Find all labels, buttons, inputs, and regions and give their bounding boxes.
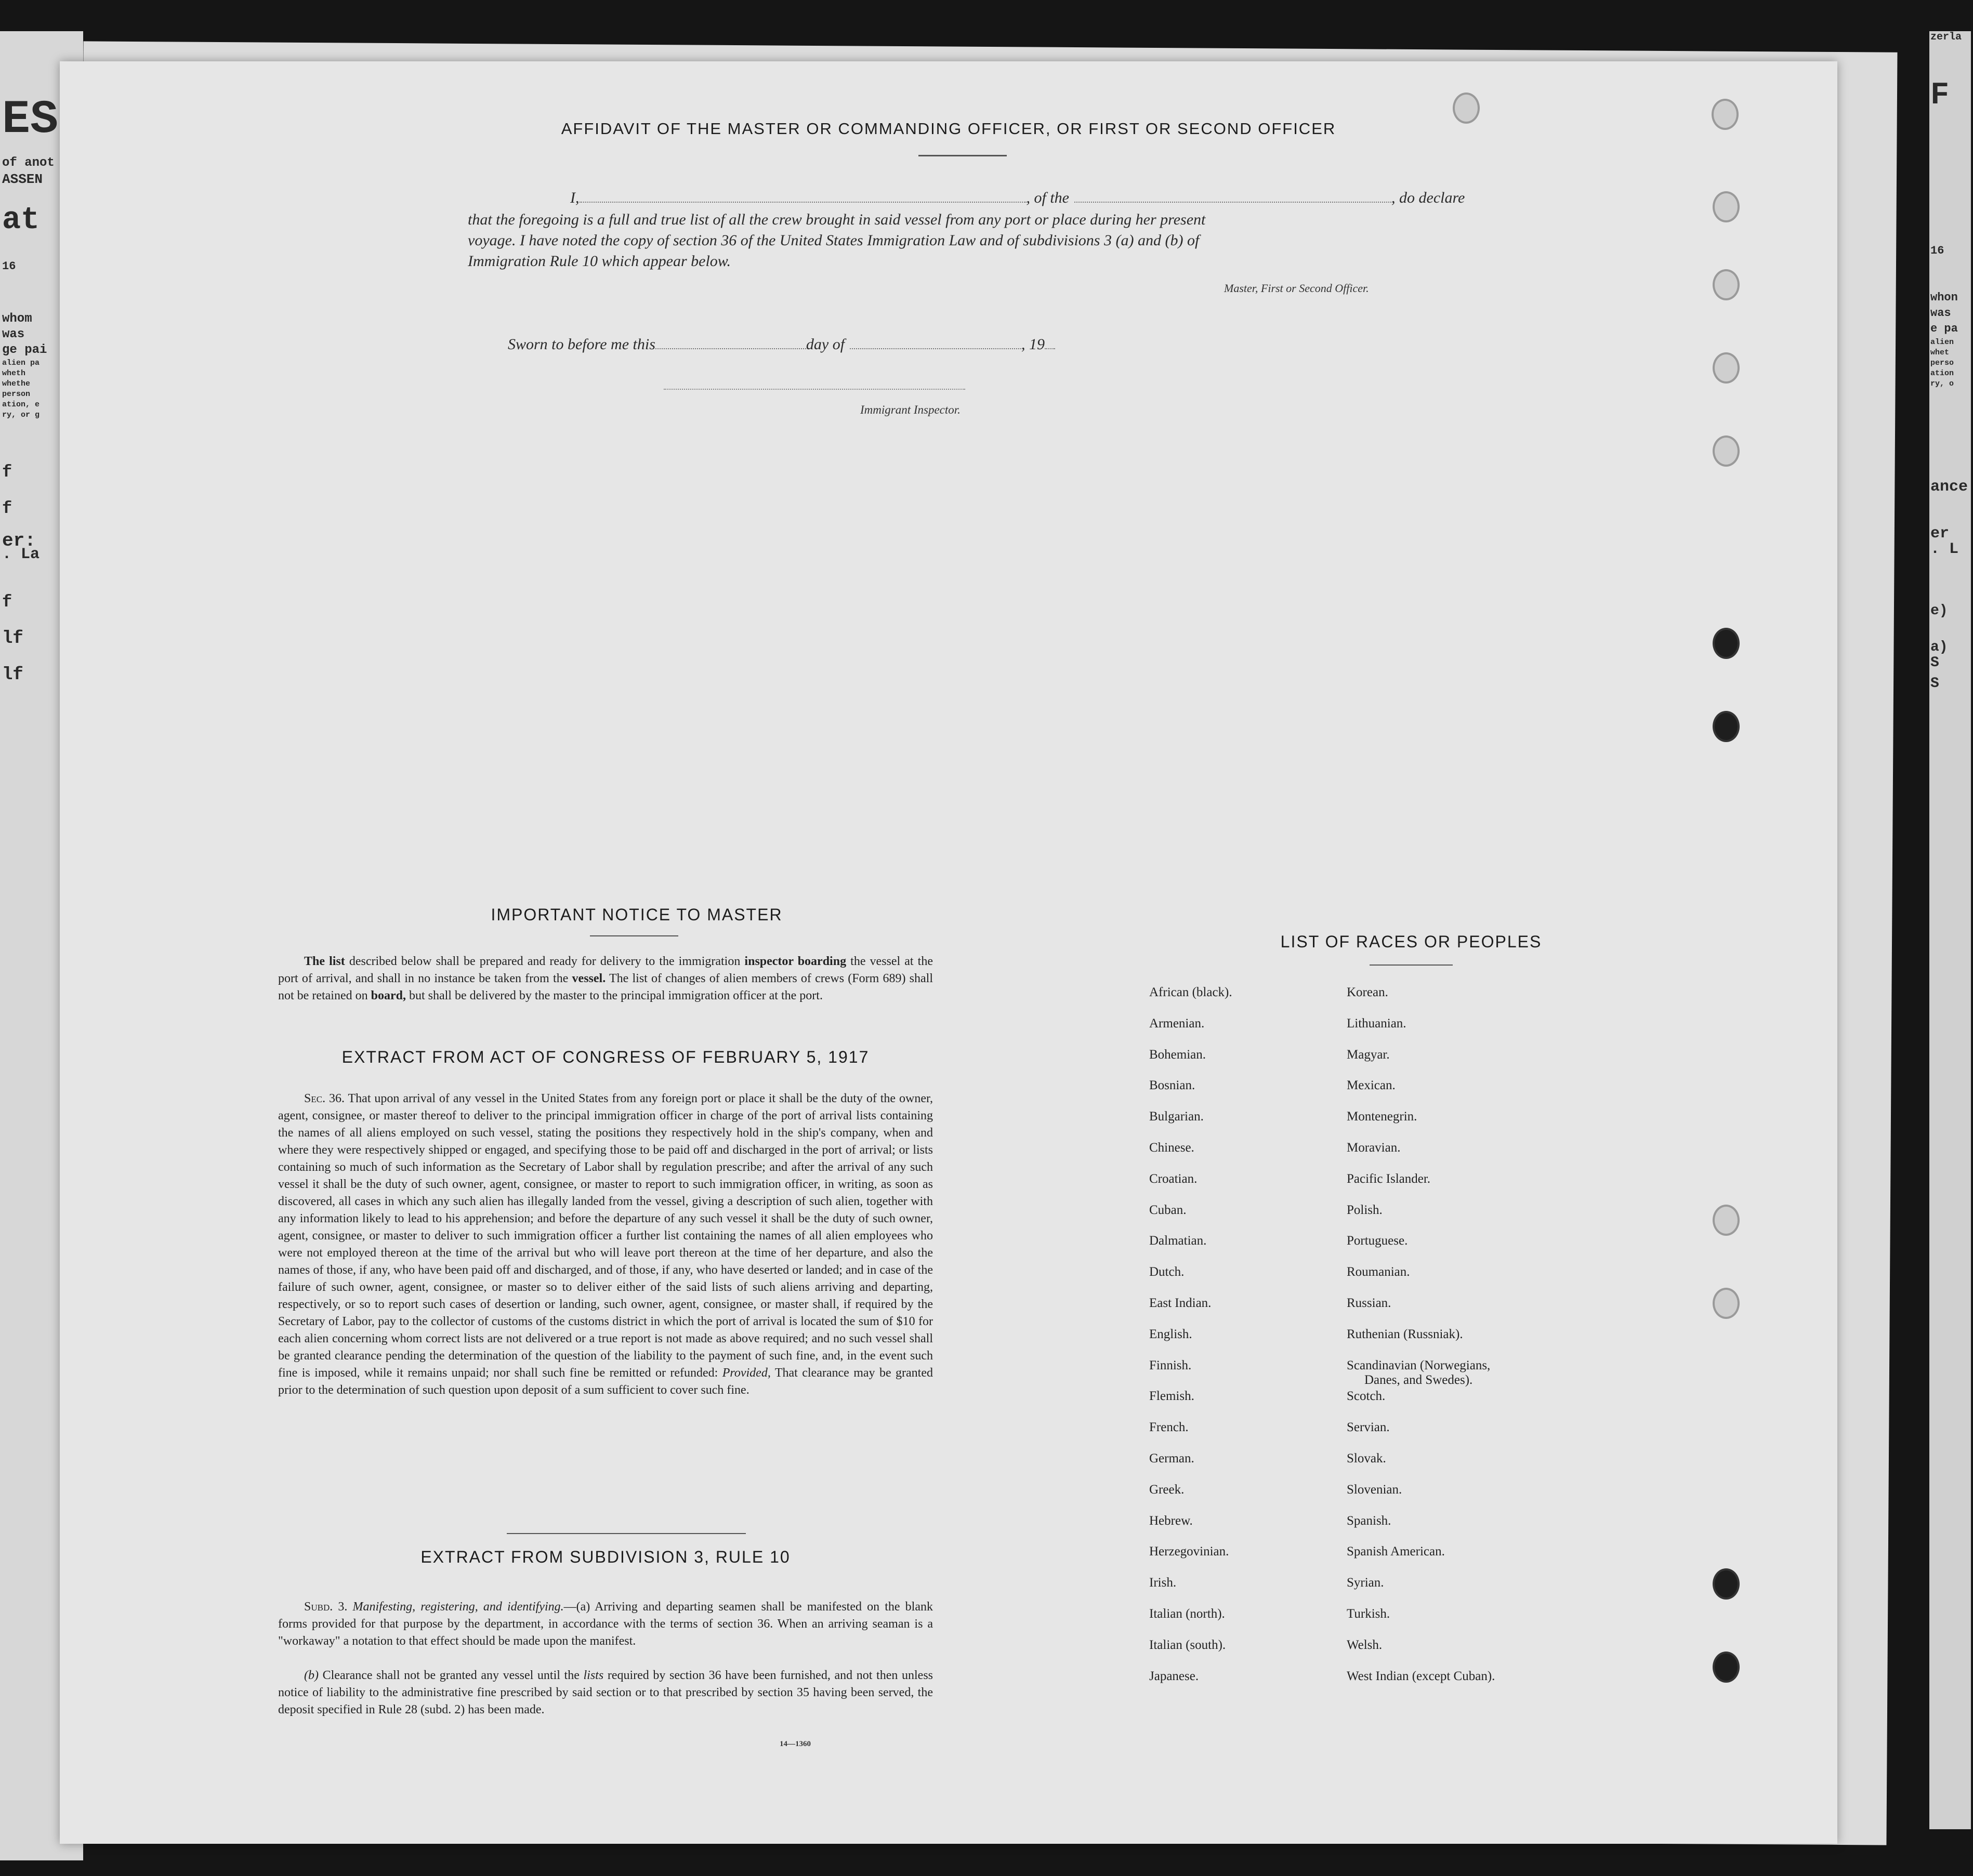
adjacent-page-fragment: er: xyxy=(2,530,36,551)
subd-b-label: (b) xyxy=(304,1669,319,1682)
race-item: Croatian. xyxy=(1149,1171,1198,1186)
adjacent-page-fragment: lf xyxy=(2,665,23,685)
affidavit-line-3: voyage. I have noted the copy of section 36 of the United States Immigration Law and of subdivisions 3 (a) and (b) of xyxy=(468,232,1200,249)
form-number: 14—1360 xyxy=(780,1740,811,1748)
inspector-label: Immigrant Inspector. xyxy=(860,403,961,416)
race-item: Spanish American. xyxy=(1347,1544,1445,1559)
race-item: Scotch. xyxy=(1347,1389,1386,1404)
subd-heading: Manifesting, registering, and identifying. xyxy=(352,1600,564,1614)
race-item: German. xyxy=(1149,1451,1194,1465)
provided-word: Provided, xyxy=(722,1366,771,1380)
adjacent-page-fragment: ation xyxy=(1930,369,1954,378)
subd-b-text-1: Clearance shall not be granted any vessel until the xyxy=(318,1669,584,1682)
day-of-text: day of xyxy=(806,336,845,353)
extract-act-title: EXTRACT FROM ACT OF CONGRESS OF FEBRUARY 5, 1917 xyxy=(341,1048,870,1066)
race-item: Mexican. xyxy=(1347,1078,1396,1093)
race-item: Italian (north). xyxy=(1149,1607,1225,1621)
adjacent-page-fragment: alien pa xyxy=(2,359,40,367)
adjacent-page-fragment: S xyxy=(1930,676,1939,692)
affidavit-title: AFFIDAVIT OF THE MASTER OR COMMANDING OFFICER, OR FIRST OR SECOND OFFICER xyxy=(561,120,1336,138)
adjacent-page-fragment: . L xyxy=(1930,540,1959,558)
extract-rule-text-b xyxy=(278,1667,933,1719)
race-item: Hebrew. xyxy=(1149,1513,1193,1528)
extract-rule-text-a xyxy=(278,1598,933,1650)
race-item: Portuguese. xyxy=(1347,1234,1408,1248)
race-item: Russian. xyxy=(1347,1296,1391,1310)
adjacent-page-fragment: perso xyxy=(1930,359,1954,367)
race-item: Bohemian. xyxy=(1149,1047,1206,1062)
right-adjacent-page xyxy=(1929,31,1971,1829)
race-item: English. xyxy=(1149,1327,1192,1341)
race-item: Lithuanian. xyxy=(1347,1016,1406,1031)
title-divider xyxy=(918,155,1007,156)
sec-36-text: That upon arrival of any vessel in the United States from any foreign port or place it shall be the duty of the owner, agent, consignee, or master thereof to deliver to the principal immigration officer in charge of the port of arrival lists containing the names of all aliens employed on such vessel, stating the positions they respectively hold in the ship's company, when and where they were respectively shipped or engaged, and specifying those to be paid off and discharged in the port of arrival; or lists containing so much of such information as the Secretary of Labor shall by regulation prescribe; and after the arrival of any such vessel it shall be the duty of such owner, agent, consignee, or master to report to such immigration officer, in writing, as soon as discovered, all cases in which any such alien has illegally landed from the vessel, giving a description of such alien, together with any information likely to lead to his apprehension; and before the departure of any such vessel it shall be the duty of such owner, agent, consignee, or master to deliver to such immigration officer a further list containing the names of all alien employees who were not employed thereon at the time of the arrival but who will leave port thereon at the time of her departure, and also the names of those, if any, who have been paid off and discharged, and of those, if any, who have deserted or landed; and in case of the failure of such owner, agent, consignee, or master so to deliver either of the said lists of such aliens arriving and departing, respectively, or so to report such cases of desertion or landing, such owner, agent, consignee, or master shall, if required by the Secretary of Labor, pay to the collector of customs of the customs district in which the port of arrival is located the sum of $10 for each alien concerning whom correct lists are not delivered or a true report is not made as above required; and no such vessel shall be granted clearance pending the determination of the question of the liability to the payment of such fine, and, in the event such fine is imposed, while it remains unpaid; nor shall such fine be remitted or refunded: xyxy=(278,1092,933,1380)
adjacent-page-fragment: ES xyxy=(2,94,59,147)
notice-bold-3: vessel. xyxy=(572,972,606,985)
race-item: Bosnian. xyxy=(1149,1078,1195,1093)
race-item: Danes, and Swedes). xyxy=(1364,1372,1473,1387)
notice-text-3: The list of changes of alien members of crews (Form 689) shall not be retained on xyxy=(278,972,933,1002)
punch-hole xyxy=(1713,1205,1740,1236)
affidavit-do-declare: , do declare xyxy=(1391,189,1465,206)
affidavit-of-the: , of the xyxy=(1026,189,1069,206)
race-item: Bulgarian. xyxy=(1149,1109,1204,1124)
adjacent-page-fragment: at xyxy=(2,203,40,238)
notice-title: IMPORTANT NOTICE TO MASTER xyxy=(491,905,783,924)
sworn-line xyxy=(508,336,1055,353)
adjacent-page-fragment: whom xyxy=(2,312,32,326)
notice-text-1: described below shall be prepared and ready for delivery to the immigration xyxy=(345,955,745,968)
subd-label: Subd. 3. xyxy=(304,1600,348,1614)
adjacent-page-fragment: ry, o xyxy=(1930,379,1954,388)
adjacent-page-fragment: ge pai xyxy=(2,343,47,357)
adjacent-page-fragment: zerla xyxy=(1930,31,1962,43)
notice-lead: The list xyxy=(304,955,345,968)
race-item: Greek. xyxy=(1149,1482,1185,1497)
race-item: Welsh. xyxy=(1347,1637,1383,1652)
race-item: Italian (south). xyxy=(1149,1637,1226,1652)
month-blank[interactable] xyxy=(850,348,1021,349)
extract-act-text xyxy=(278,1090,933,1399)
adjacent-page-fragment: ance xyxy=(1930,478,1968,496)
race-item: Dutch. xyxy=(1149,1265,1185,1279)
race-item: Herzegovinian. xyxy=(1149,1544,1229,1559)
race-item: Turkish. xyxy=(1347,1607,1390,1621)
notice-divider xyxy=(590,935,678,936)
adjacent-page-fragment: a) xyxy=(1930,639,1948,655)
day-blank[interactable] xyxy=(655,348,806,349)
race-item: Armenian. xyxy=(1149,1016,1205,1031)
adjacent-page-fragment: . La xyxy=(2,546,40,563)
race-item: Japanese. xyxy=(1149,1669,1199,1683)
races-divider xyxy=(1370,965,1453,966)
sec-36-label: Sec. 36. xyxy=(304,1092,345,1105)
races-title: LIST OF RACES OR PEOPLES xyxy=(1280,932,1542,951)
race-item: Pacific Islander. xyxy=(1347,1171,1431,1186)
notice-bold-2: inspector boarding xyxy=(744,955,847,968)
notice-text-2: the vessel at the port of arrival, and shall in no instance be taken from the xyxy=(278,955,933,985)
race-item: Chinese. xyxy=(1149,1141,1194,1155)
adjacent-page-fragment: lf xyxy=(2,629,23,649)
punch-hole xyxy=(1713,191,1740,222)
adjacent-page-fragment: 16 xyxy=(2,260,16,273)
inspector-signature-blank[interactable] xyxy=(664,389,965,390)
adjacent-page-fragment: er xyxy=(1930,525,1950,543)
signature-label: Master, First or Second Officer. xyxy=(1224,282,1369,295)
extract-rule-title: EXTRACT FROM SUBDIVISION 3, RULE 10 xyxy=(420,1548,791,1566)
adjacent-page-fragment: e pa xyxy=(1930,322,1958,335)
race-item: Korean. xyxy=(1347,985,1388,999)
race-item: French. xyxy=(1149,1420,1189,1435)
adjacent-page-fragment: whethe xyxy=(2,379,31,388)
adjacent-page-fragment: f xyxy=(2,499,12,518)
adjacent-page-fragment: f xyxy=(2,463,12,482)
adjacent-page-fragment: ASSEN xyxy=(2,171,43,187)
subd-b-lists: lists xyxy=(583,1669,604,1682)
race-item: Scandinavian (Norwegians, xyxy=(1347,1358,1491,1372)
name-blank[interactable] xyxy=(580,202,1027,203)
race-item: Irish. xyxy=(1149,1576,1177,1590)
adjacent-page-fragment: ation, e xyxy=(2,400,40,409)
race-item: West Indian (except Cuban). xyxy=(1347,1669,1495,1683)
race-item: Dalmatian. xyxy=(1149,1234,1207,1248)
year-text: , 19 xyxy=(1021,336,1045,353)
adjacent-page-fragment: whet xyxy=(1930,348,1950,357)
punch-hole xyxy=(1713,1652,1740,1683)
adjacent-page-fragment: f xyxy=(2,592,12,612)
race-item: Polish. xyxy=(1347,1203,1383,1217)
race-item: African (black). xyxy=(1149,985,1232,999)
notice-text xyxy=(278,953,933,1005)
race-item: Ruthenian (Russniak). xyxy=(1347,1327,1463,1341)
punch-hole xyxy=(1713,1568,1740,1600)
adjacent-page-fragment: whon xyxy=(1930,291,1958,304)
race-item: Montenegrin. xyxy=(1347,1109,1417,1124)
adjacent-page-fragment: of anot xyxy=(2,156,55,170)
punch-hole xyxy=(1713,1288,1740,1319)
adjacent-page-fragment: was xyxy=(1930,307,1951,320)
adjacent-page-fragment: was xyxy=(2,327,25,341)
punch-hole xyxy=(1453,93,1480,124)
punch-hole xyxy=(1713,435,1740,467)
adjacent-page-fragment: alien xyxy=(1930,338,1954,347)
punch-hole xyxy=(1713,628,1740,659)
adjacent-page-fragment: S xyxy=(1930,655,1939,671)
adjacent-page-fragment: e) xyxy=(1930,603,1948,619)
race-item: Slovak. xyxy=(1347,1451,1386,1465)
race-item: Servian. xyxy=(1347,1420,1390,1435)
year-blank[interactable] xyxy=(1045,348,1055,349)
document-sheet xyxy=(60,61,1837,1844)
notice-text-4: but shall be delivered by the master to the principal immigration officer at the port. xyxy=(405,989,823,1002)
race-item: Syrian. xyxy=(1347,1576,1384,1590)
adjacent-page-fragment: wheth xyxy=(2,369,26,378)
affidavit-line-4: Immigration Rule 10 which appear below. xyxy=(468,253,731,270)
race-item: East Indian. xyxy=(1149,1296,1212,1310)
race-item: Roumanian. xyxy=(1347,1265,1410,1279)
race-item: Cuban. xyxy=(1149,1203,1187,1217)
sec-36-text-end: That clearance may be granted prior to the determination of such question upon deposit of a sum sufficient to cover such fine. xyxy=(278,1366,933,1397)
race-item: Spanish. xyxy=(1347,1513,1391,1528)
notice-bold-4: board, xyxy=(371,989,406,1002)
extract-divider xyxy=(507,1533,746,1534)
affidavit-declaration-line xyxy=(508,189,1516,207)
adjacent-page-fragment: 16 xyxy=(1930,244,1944,257)
race-item: Magyar. xyxy=(1347,1047,1390,1062)
race-item: Slovenian. xyxy=(1347,1482,1402,1497)
race-item: Moravian. xyxy=(1347,1141,1401,1155)
affidavit-i: I, xyxy=(570,189,580,206)
punch-hole xyxy=(1713,711,1740,742)
subd-b-text-2: required by section 36 have been furnished, and not then unless notice of liability to the administrative fine prescribed by said section or to that prescribed by section 35 having been served, the deposit specified in Rule 28 (subd. 2) has been made. xyxy=(278,1669,933,1716)
adjacent-page-fragment: person xyxy=(2,390,31,399)
race-item: Finnish. xyxy=(1149,1358,1192,1372)
vessel-blank[interactable] xyxy=(1074,202,1391,203)
adjacent-page-fragment: F xyxy=(1930,78,1950,113)
affidavit-line-2: that the foregoing is a full and true list of all the crew brought in said vessel from any port or place during her present xyxy=(468,211,1206,228)
punch-hole xyxy=(1713,352,1740,384)
subd-a-text: —(a) Arriving and departing seamen shall be manifested on the blank forms provided for that purpose by the department, in accordance with the terms of section 36. When an arriving seaman is a "workaway" a notation to that effect should be made upon the manifest. xyxy=(278,1600,933,1648)
race-item: Flemish. xyxy=(1149,1389,1194,1404)
sworn-text: Sworn to before me this xyxy=(508,336,655,353)
adjacent-page-fragment: ry, or g xyxy=(2,411,40,419)
punch-hole xyxy=(1713,269,1740,300)
